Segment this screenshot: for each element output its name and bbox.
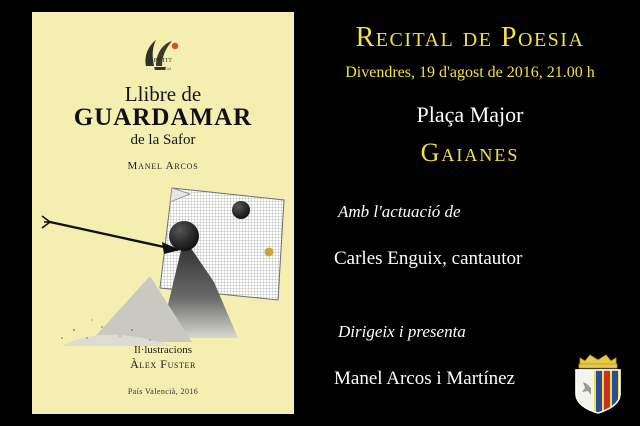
coat-of-arms-icon bbox=[570, 348, 626, 414]
performer-name: Carles Enguix, cantautor bbox=[334, 248, 523, 269]
book-author: Manel Arcos bbox=[127, 160, 199, 172]
book-title-line-2: GUARDAMAR bbox=[73, 104, 253, 131]
cover-place-year: País Valencià, 2016 bbox=[127, 387, 199, 396]
publisher-subtitle: Editorial bbox=[154, 66, 172, 71]
host-label: Dirigeix i presenta bbox=[338, 322, 466, 341]
publisher-logo-icon bbox=[126, 34, 200, 70]
illustrations-label: Il·lustracions bbox=[133, 344, 193, 356]
publisher-name: PETIT bbox=[153, 58, 173, 64]
book-cover-image bbox=[32, 12, 294, 414]
host-name: Manel Arcos i Martínez bbox=[334, 368, 515, 389]
event-info-panel bbox=[300, 0, 640, 426]
event-venue: Plaça Major bbox=[416, 102, 524, 127]
illustrator-name: Àlex Fuster bbox=[130, 357, 196, 371]
event-date: Divendres, 19 d'agost de 2016, 21.00 h bbox=[345, 64, 595, 81]
event-town: Gaianes bbox=[420, 138, 520, 167]
cover-illustration bbox=[32, 180, 294, 348]
performance-label: Amb l'actuació de bbox=[338, 202, 461, 221]
book-title-line-1: Llibre de bbox=[124, 82, 202, 106]
book-title-line-3: de la Safor bbox=[130, 132, 196, 148]
event-headline: Recital de Poesia bbox=[355, 22, 585, 53]
